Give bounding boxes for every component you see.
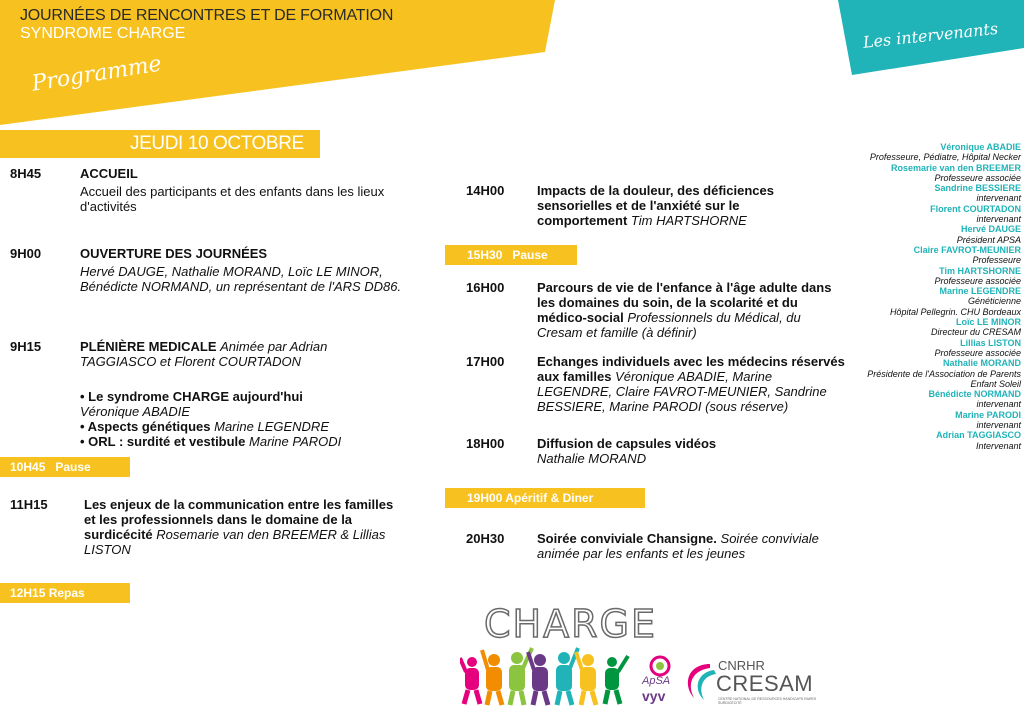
speaker-entry: Hôpital Pellegrin. CHU Bordeaux xyxy=(889,306,1021,317)
pause-1045: 10H45 Pause xyxy=(0,457,130,477)
title-accueil: ACCUEIL xyxy=(80,166,138,181)
speaker-entry: Adrian TAGGIASCO Intervenant xyxy=(936,430,1021,451)
desc-accueil: Accueil des participants et des enfants dans les lieux d'activités xyxy=(80,184,385,214)
time-enjeux: 11H15 xyxy=(10,497,48,512)
time-pleniere: 9H15 xyxy=(10,339,42,354)
cnrhr-text: CNRHR xyxy=(718,658,765,673)
speaker-entry: Nathalie MORAND Présidente de l'Association de Parents xyxy=(867,358,1021,379)
cresam-subtitle: CENTRE NATIONAL DE RESSOURCES HANDICAPS RARES SURDICÉCITÉ xyxy=(718,697,817,705)
speaker-entry: Rosemarie van den BREEMER Professeure associée xyxy=(890,162,1021,183)
anim-pleniere: Animée par Adrian TAGGIASCO et Florent COURTADON xyxy=(80,339,328,369)
time-parcours: 16H00 xyxy=(466,280,505,295)
speaker-entry: Claire FAVROT-MEUNIER Professeure xyxy=(913,244,1021,266)
speaker-entry: Sandrine BESSIERE intervenant xyxy=(934,183,1021,204)
desc-soiree: Soirée conviviale animée par les enfants et les jeunes xyxy=(537,531,819,561)
speaker-entry: Hervé DAUGE Président APSA xyxy=(956,224,1021,245)
title-echanges: Echanges individuels avec les médecins réservés aux familles xyxy=(537,354,845,384)
time-douleur: 14H00 xyxy=(466,183,505,198)
speaker-capsules: Nathalie MORAND xyxy=(537,451,647,466)
topic-orl: • ORL : surdité et vestibule xyxy=(80,434,246,449)
topic-genetique: • Aspects génétiques xyxy=(80,419,211,434)
speakers-enjeux: Rosemarie van den BREEMER & Lillias LISTON xyxy=(84,527,386,557)
children-figures-icon xyxy=(460,600,635,706)
topic-charge: • Le syndrome CHARGE aujourd'hui xyxy=(80,389,303,404)
speaker-entry: Marine PARODI intervenant xyxy=(955,409,1021,431)
title-parcours: Parcours de vie de l'enfance à l'âge adulte dans les domaines du soin, de la scolarité et du médico-social xyxy=(537,280,832,325)
title-enjeux: Les enjeux de la communication entre les familles et les professionnels dans le domaine de la surdicécité xyxy=(84,497,394,542)
topic-genetique-speaker: Marine LEGENDRE xyxy=(214,419,329,434)
day-label: JEUDI 10 OCTOBRE xyxy=(130,133,304,154)
time-capsules: 18H00 xyxy=(466,436,505,451)
douleur-block xyxy=(537,183,827,228)
header-subtitle: SYNDROME CHARGE xyxy=(20,25,186,42)
time-soiree: 20H30 xyxy=(466,531,505,546)
time-accueil: 8H45 xyxy=(10,166,42,181)
speaker-douleur: Tim HARTSHORNE xyxy=(630,213,747,228)
speaker-entry: Tim HARTSHORNE Professeure associée xyxy=(934,265,1021,286)
speaker-entry: Lillias LISTON Professeure associée xyxy=(934,337,1021,358)
speaker-entry: Enfant Soleil xyxy=(970,378,1021,389)
speaker-entry: Marine LEGENDRE Généticienne xyxy=(939,286,1021,307)
title-douleur: Impacts de la douleur, des déficiences sensorielles et de l'anxiété sur le comportement xyxy=(537,183,774,228)
speaker-entry: Véronique ABADIE Professeure, Pédiatre, Hôpital Necker xyxy=(869,142,1021,163)
speaker-entry: Bénédicte NORMAND intervenant xyxy=(928,389,1021,410)
programme-label: Programme xyxy=(30,51,164,97)
cresam-logo xyxy=(680,656,830,708)
pause-1530: 15H30 Pause xyxy=(445,245,577,265)
apsa-text: ApSA xyxy=(642,675,671,687)
pleniere-block xyxy=(80,339,390,369)
time-ouverture: 9H00 xyxy=(10,246,42,261)
title-ouverture: OUVERTURE DES JOURNÉES xyxy=(80,246,268,261)
desc-ouverture: Hervé DAUGE, Nathalie MORAND, Loïc LE MINOR, Bénédicte NORMAND, un représentant de l'ARS DD86. xyxy=(80,264,402,294)
speaker-parcours: Professionnels du Médical, du Cresam et famille (à définir) xyxy=(537,310,801,340)
soiree-block xyxy=(537,531,847,561)
topic-charge-speaker: Véronique ABADIE xyxy=(80,404,191,419)
apsa-swirl-icon xyxy=(638,655,682,677)
cresam-text: CRESAM xyxy=(716,671,814,696)
topic-orl-speaker: Marine PARODI xyxy=(249,434,342,449)
enjeux-block xyxy=(84,497,394,557)
title-soiree: Soirée conviviale Chansigne. xyxy=(537,531,717,546)
speakers-list xyxy=(791,142,1021,451)
intervenants-label: Les intervenants xyxy=(862,18,999,52)
speaker-entry: Florent COURTADON intervenant xyxy=(930,203,1021,225)
aperitif-1900: 19H00 Apéritif & Diner xyxy=(445,488,645,508)
apsa-vyv-logo xyxy=(638,655,682,707)
time-echanges: 17H00 xyxy=(466,354,505,369)
cresam-swoosh-icon xyxy=(680,660,720,704)
repas-1215: 12H15 Repas xyxy=(0,583,130,603)
title-capsules: Diffusion de capsules vidéos xyxy=(537,436,717,451)
title-pleniere: PLÉNIÈRE MEDICALE xyxy=(80,339,217,354)
pleniere-topics xyxy=(80,389,420,449)
charge-logo-text: CHARGE xyxy=(484,602,657,646)
vyv-text: vyv xyxy=(642,688,666,704)
speaker-echanges: Véronique ABADIE, Marine LEGENDRE, Claire FAVROT-MEUNIER, Sandrine BESSIERE, Marine PARODI (sous réserve) xyxy=(537,369,827,414)
header-title: JOURNÉES DE RENCONTRES ET DE FORMATION xyxy=(20,7,394,24)
speaker-entry: Loïc LE MINOR Directeur du CRESAM xyxy=(930,317,1021,338)
